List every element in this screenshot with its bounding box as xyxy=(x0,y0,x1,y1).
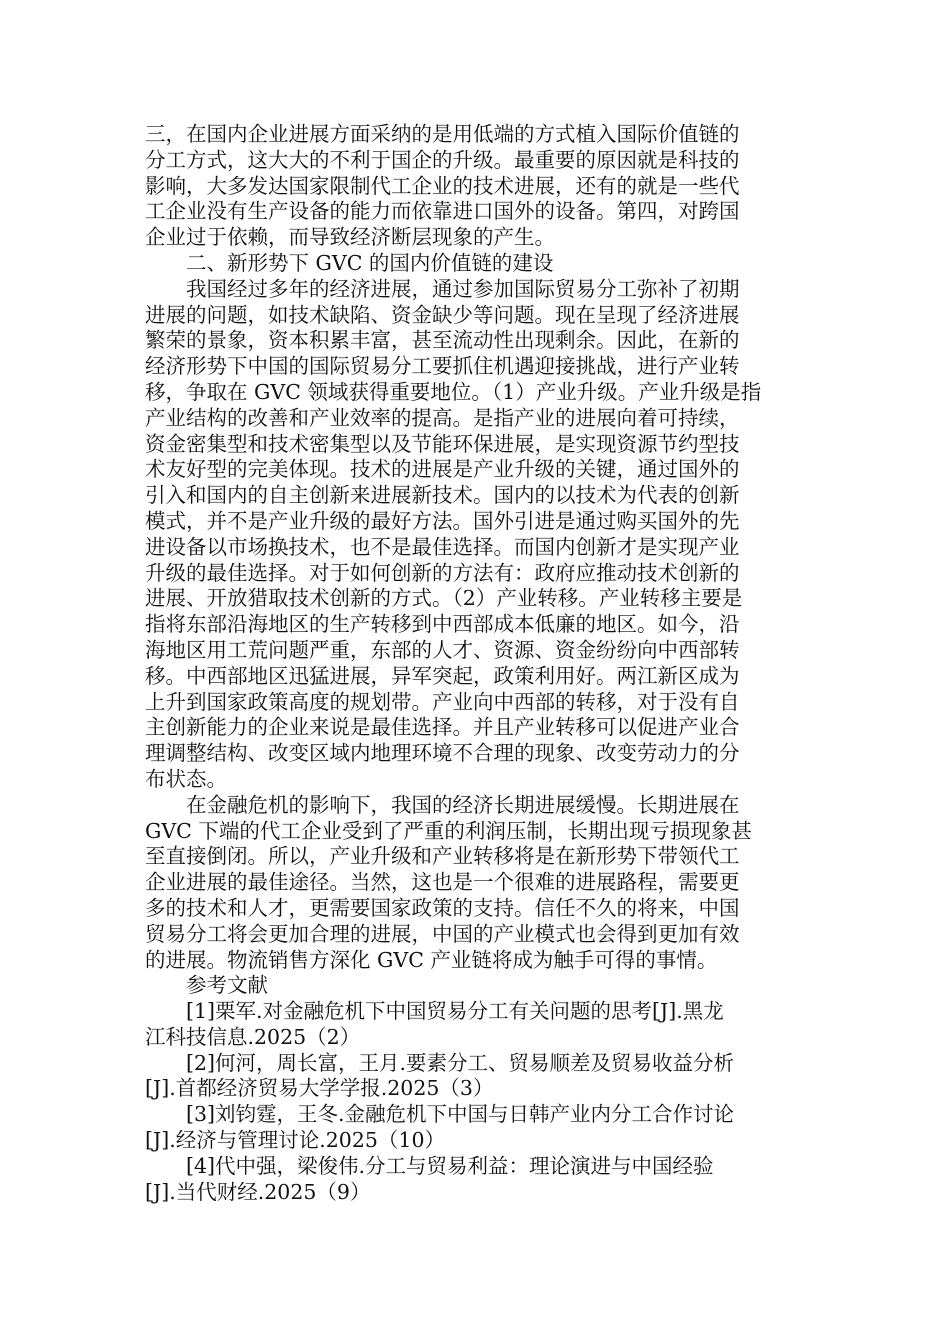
reference-line: [J].当代财经.2025（9） xyxy=(145,1179,371,1204)
reference-line: [J].经济与管理讨论.2025（10） xyxy=(145,1128,446,1153)
text-line: 影响，大多发达国家限制代工企业的技术进展，还有的就是一些代 xyxy=(145,173,740,198)
text-line: 工企业没有生产设备的能力而依靠进口国外的设备。第四，对跨国 xyxy=(145,199,740,224)
text-line: 繁荣的景象，资本积累丰富，甚至流动性出现剩余。因此，在新的 xyxy=(145,328,740,353)
text-line: 移，争取在 GVC 领域获得重要地位。（1）产业升级。产业升级是指 xyxy=(145,379,762,404)
text-line: 术友好型的完美体现。技术的进展是产业升级的关键，通过国外的 xyxy=(145,457,740,482)
reference-item xyxy=(145,1154,805,1206)
section-heading xyxy=(145,251,805,277)
text-line: 至直接倒闭。所以，产业升级和产业转移将是在新形势下带领代工 xyxy=(145,844,740,869)
text-line: 引入和国内的自主创新来进展新技术。国内的以技术为代表的创新 xyxy=(145,483,740,508)
text-line: 资金密集型和技术密集型以及节能环保进展，是实现资源节约型技 xyxy=(145,431,740,456)
text-line: GVC 下端的代工企业受到了严重的利润压制，长期出现亏损现象甚 xyxy=(145,818,752,843)
text-line: 移。中西部地区迅猛进展，异军突起，政策利用好。两江新区成为 xyxy=(145,663,740,688)
reference-item xyxy=(145,1102,805,1154)
text-line: 二、新形势下 GVC 的国内价值链的建设 xyxy=(186,250,554,275)
text-line: 上升到国家政策高度的规划带。产业向中西部的转移，对于没有自 xyxy=(145,689,740,714)
text-line: 主创新能力的企业来说是最佳选择。并且产业转移可以促进产业合 xyxy=(145,715,740,740)
body-paragraph xyxy=(145,122,805,251)
text-line: 在金融危机的影响下，我国的经济长期进展缓慢。长期进展在 xyxy=(186,792,740,817)
text-line: 布状态。 xyxy=(145,766,227,791)
text-line: 企业过于依赖，而导致经济断层现象的产生。 xyxy=(145,225,555,250)
body-paragraph xyxy=(145,277,805,793)
text-line: 我国经过多年的经济进展，通过参加国际贸易分工弥补了初期 xyxy=(186,276,740,301)
reference-line: [2]何河，周长富，王月.要素分工、贸易顺差及贸易收益分析 xyxy=(186,1050,735,1075)
text-line: 贸易分工将会更加合理的进展，中国的产业模式也会得到更加有效 xyxy=(145,921,740,946)
text-line: 参考文献 xyxy=(186,973,268,998)
text-line: 三，在国内企业进展方面采纳的是用低端的方式植入国际价值链的 xyxy=(145,122,740,146)
text-line: 模式，并不是产业升级的最好方法。国外引进是通过购买国外的先 xyxy=(145,508,740,533)
reference-line: [4]代中强，梁俊伟.分工与贸易利益：理论演进与中国经验 xyxy=(186,1153,714,1178)
document-body xyxy=(145,122,805,1205)
text-line: 进设备以市场换技术，也不是最佳选择。而国内创新才是实现产业 xyxy=(145,534,740,559)
text-line: 理调整结构、改变区域内地理环境不合理的现象、改变劳动力的分 xyxy=(145,741,740,766)
text-line: 产业结构的改善和产业效率的提高。是指产业的进展向着可持续， xyxy=(145,405,740,430)
text-line: 进展、开放猎取技术创新的方式。（2）产业转移。产业转移主要是 xyxy=(145,586,743,611)
text-line: 指将东部沿海地区的生产转移到中西部成本低廉的地区。如今，沿 xyxy=(145,612,740,637)
body-paragraph xyxy=(145,793,805,974)
reference-line: [1]栗军.对金融危机下中国贸易分工有关问题的思考[J].黑龙 xyxy=(186,999,724,1024)
text-line: 企业进展的最佳途径。当然，这也是一个很难的进展路程，需要更 xyxy=(145,870,740,895)
text-line: 进展的问题，如技术缺陷、资金缺少等问题。现在呈现了经济进展 xyxy=(145,302,740,327)
reference-item xyxy=(145,999,805,1051)
reference-line: 江科技信息.2025（2） xyxy=(145,1024,361,1049)
text-line: 海地区用工荒问题严重，东部的人才、资源、资金纷纷向中西部转 xyxy=(145,637,740,662)
reference-line: [J].首都经济贸易大学学报.2025（3） xyxy=(145,1076,494,1101)
reference-line: [3]刘钧霆，王冬.金融危机下中国与日韩产业内分工合作讨论 xyxy=(186,1102,735,1127)
text-line: 多的技术和人才，更需要国家政策的支持。信任不久的将来，中国 xyxy=(145,895,740,920)
text-line: 升级的最佳选择。对于如何创新的方法有：政府应推动技术创新的 xyxy=(145,560,740,585)
text-line: 的进展。物流销售方深化 GVC 产业链将成为触手可得的事情。 xyxy=(145,947,718,972)
section-heading xyxy=(145,973,805,999)
text-line: 分工方式，这大大的不利于国企的升级。最重要的原因就是科技的 xyxy=(145,147,740,172)
reference-item xyxy=(145,1051,805,1103)
text-line: 经济形势下中国的国际贸易分工要抓住机遇迎接挑战，进行产业转 xyxy=(145,354,740,379)
